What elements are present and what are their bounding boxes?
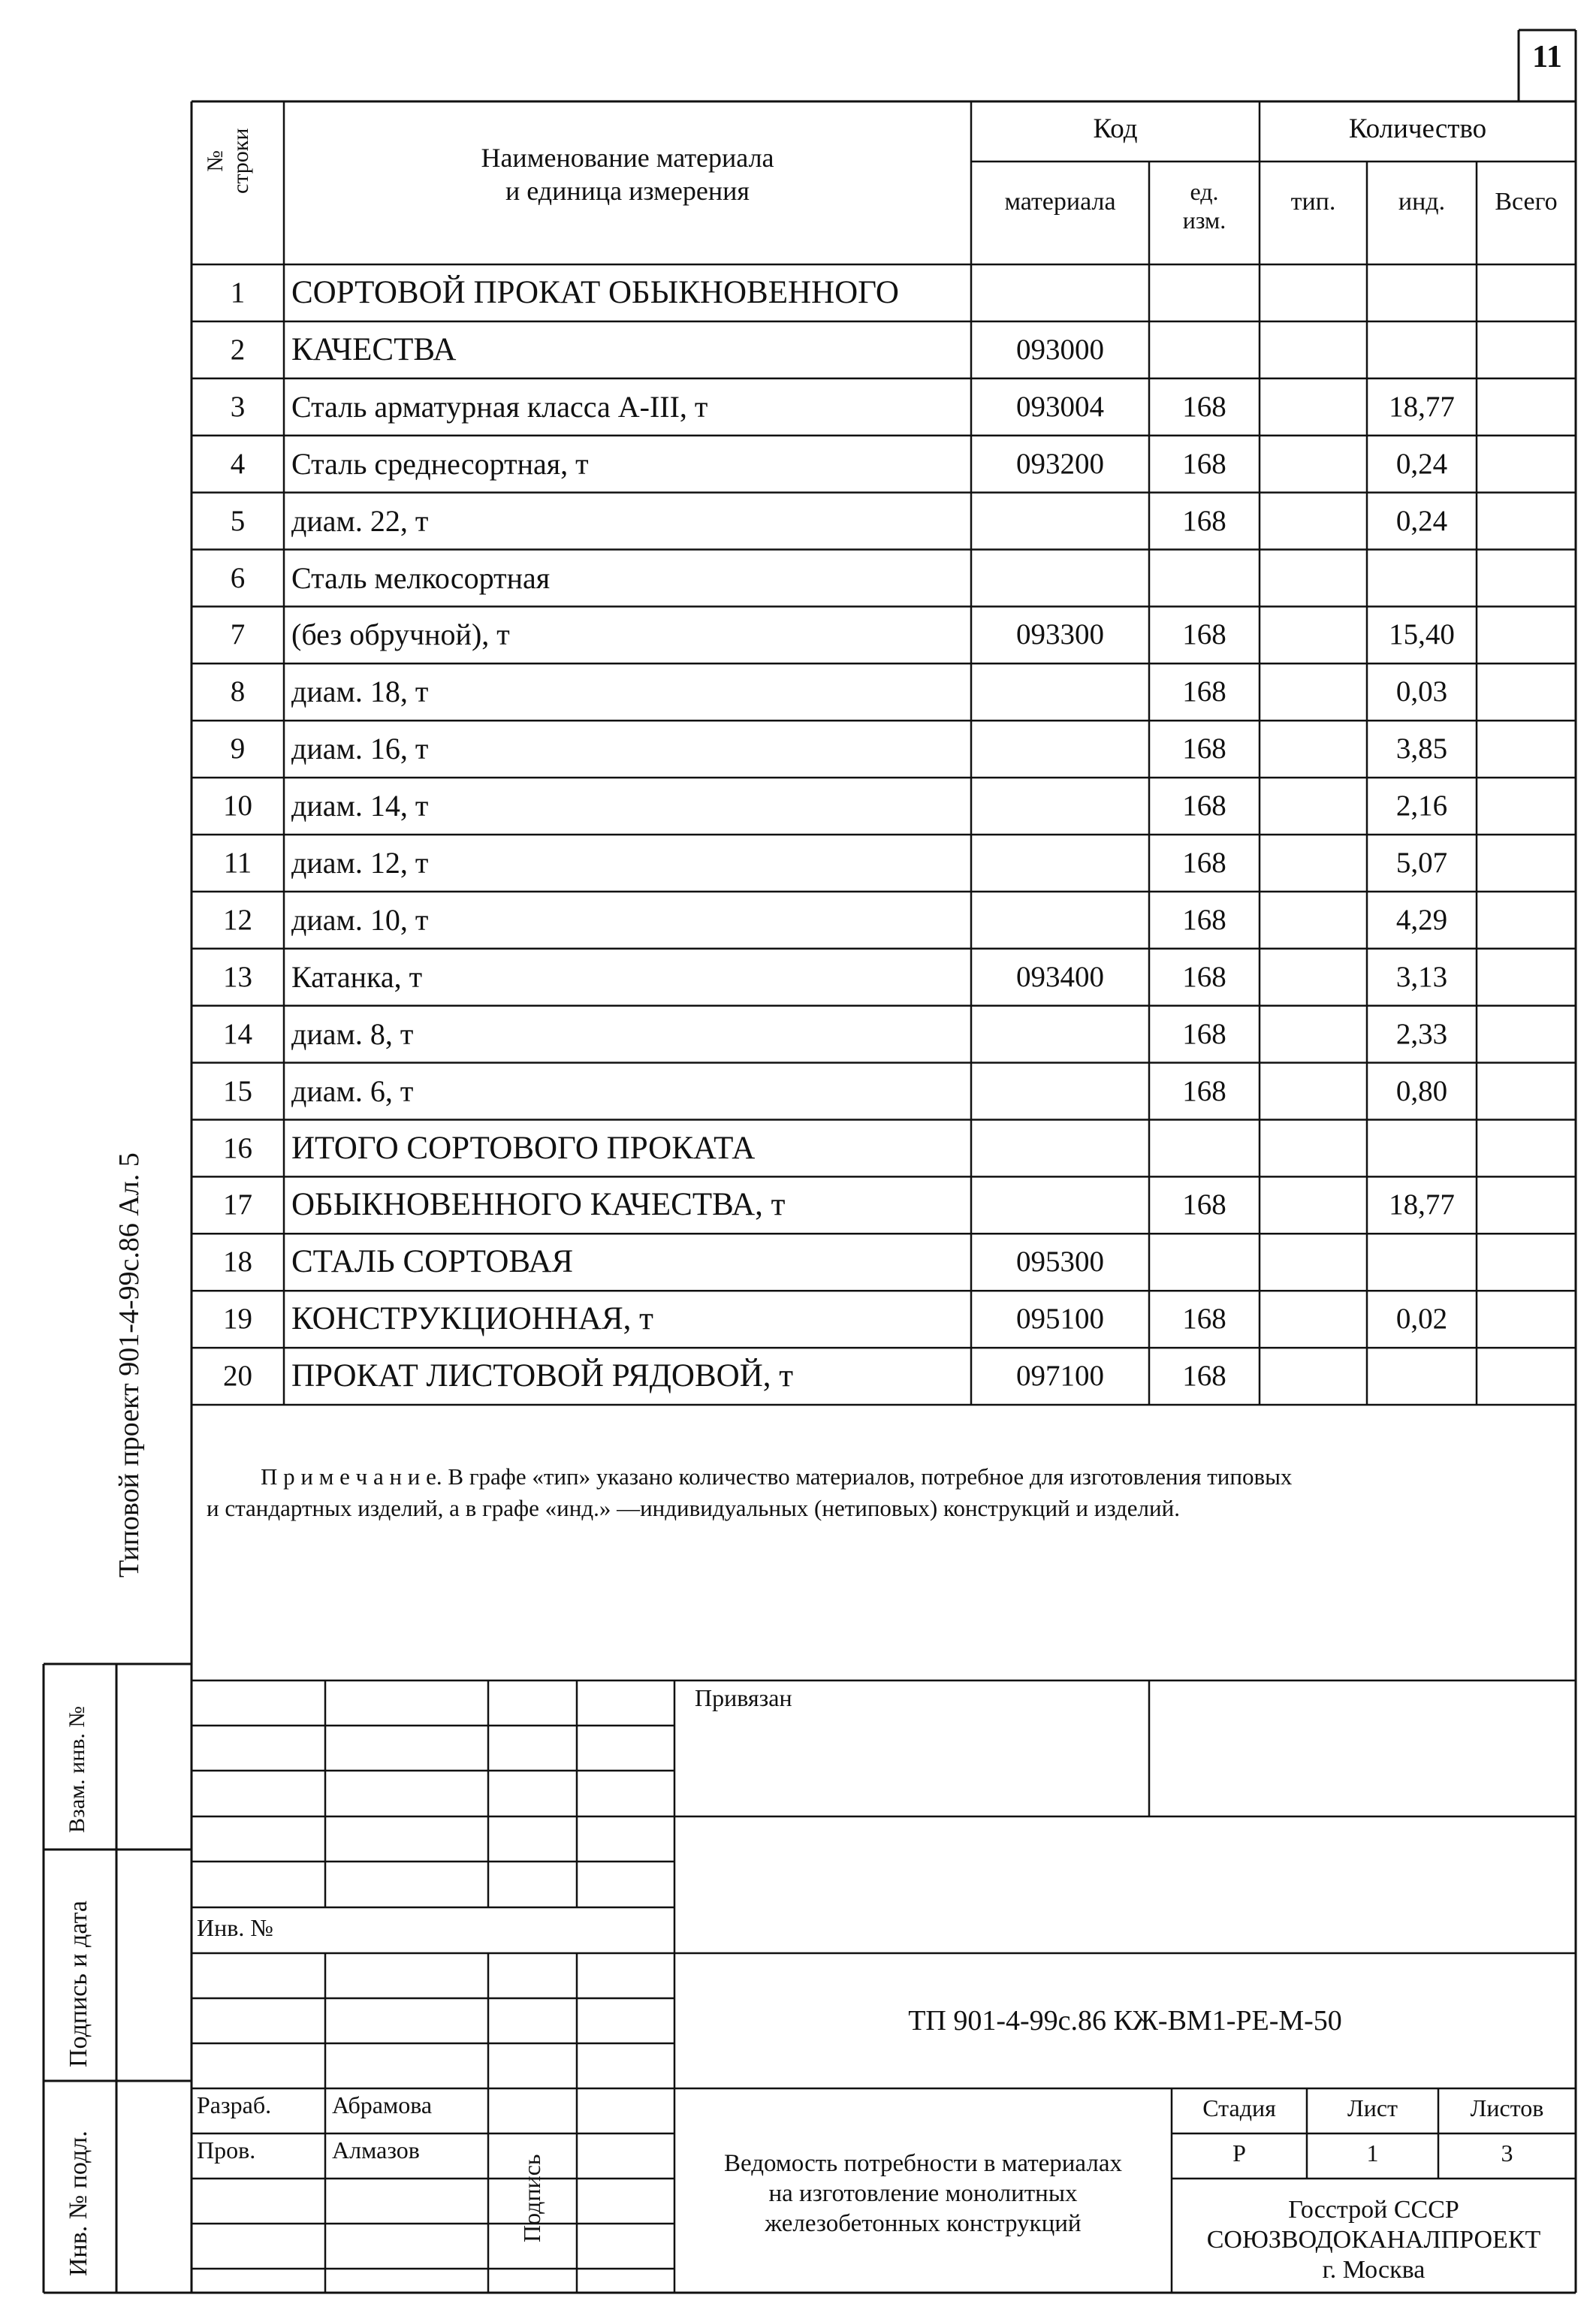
row-number: 19 bbox=[223, 1303, 252, 1336]
material-name: Сталь мелкосортная bbox=[291, 560, 551, 595]
material-code: 097100 bbox=[1016, 1360, 1104, 1393]
note-line1: В графе «тип» указано количество материалов, потребное для изготовления типовых bbox=[442, 1463, 1293, 1490]
inv-podl-label: Инв. № подл. bbox=[65, 2130, 92, 2276]
qty-ind: 18,77 bbox=[1389, 1188, 1455, 1221]
material-name: КОНСТРУКЦИОННАЯ, т bbox=[291, 1301, 653, 1337]
material-code: 093200 bbox=[1016, 447, 1104, 480]
material-name: диам. 14, т bbox=[291, 789, 429, 823]
organization: Госстрой СССР СОЮЗВОДОКАНАЛПРОЕКТ г. Москва bbox=[1206, 2196, 1541, 2284]
side-project-label: Типовой проект 901-4-99с.86 Ал. 5 bbox=[113, 1152, 145, 1578]
material-name: СОРТОВОЙ ПРОКАТ ОБЫКНОВЕННОГО bbox=[291, 275, 899, 310]
row-number: 8 bbox=[230, 675, 246, 708]
row-number: 1 bbox=[230, 276, 246, 309]
row-number: 6 bbox=[230, 561, 246, 594]
material-code: 093300 bbox=[1016, 618, 1104, 651]
header-qty-typ: тип. bbox=[1290, 188, 1336, 216]
material-name: Катанка, т bbox=[291, 959, 423, 994]
inv-no-label: Инв. № bbox=[197, 1914, 273, 1941]
material-code: 095100 bbox=[1016, 1303, 1104, 1336]
unit-code: 168 bbox=[1182, 790, 1226, 823]
table-row bbox=[0, 606, 1596, 663]
qty-ind: 2,16 bbox=[1395, 790, 1448, 823]
qty-ind: 3,85 bbox=[1395, 732, 1448, 765]
razrab-name: Абрамова bbox=[332, 2091, 433, 2118]
material-name: ПРОКАТ ЛИСТОВОЙ РЯДОВОЙ, т bbox=[291, 1358, 794, 1394]
unit-code: 168 bbox=[1182, 1017, 1226, 1050]
qty-ind: 15,40 bbox=[1389, 618, 1455, 651]
material-name: СТАЛЬ СОРТОВАЯ bbox=[291, 1244, 574, 1280]
table-row bbox=[0, 379, 1596, 436]
row-number: 7 bbox=[230, 618, 246, 651]
table-row bbox=[0, 835, 1596, 892]
row-number: 10 bbox=[223, 790, 252, 823]
header-code-unit: ед. изм. bbox=[1182, 178, 1226, 234]
table-row bbox=[0, 949, 1596, 1006]
header-qty-total: Всего bbox=[1495, 188, 1558, 216]
unit-code: 168 bbox=[1182, 847, 1226, 879]
row-number: 13 bbox=[223, 960, 252, 993]
stadia-value: Р bbox=[1232, 2139, 1246, 2167]
podpis-data-label: Подпись и дата bbox=[65, 1901, 92, 2067]
row-number: 15 bbox=[223, 1074, 252, 1107]
table-row bbox=[0, 892, 1596, 949]
unit-code: 168 bbox=[1182, 1074, 1226, 1107]
table-row bbox=[0, 436, 1596, 493]
row-number: 4 bbox=[230, 447, 246, 480]
row-number: 3 bbox=[230, 390, 246, 423]
qty-ind: 4,29 bbox=[1395, 903, 1448, 936]
material-name: Сталь среднесортная, т bbox=[291, 446, 589, 481]
table-row bbox=[0, 322, 1596, 379]
material-name: диам. 18, т bbox=[291, 675, 429, 709]
qty-ind: 5,07 bbox=[1395, 847, 1448, 879]
row-number: 20 bbox=[223, 1360, 252, 1393]
row-number: 17 bbox=[223, 1188, 252, 1221]
material-name: КАЧЕСТВА bbox=[291, 331, 457, 367]
material-name: Сталь арматурная класса А-III, т bbox=[291, 389, 708, 424]
table-row bbox=[0, 1176, 1596, 1234]
unit-code: 168 bbox=[1182, 732, 1226, 765]
document-title: Ведомость потребности в материалах на изготовление монолитных железобетонных конструкций bbox=[724, 2150, 1122, 2237]
header-qty-ind: инд. bbox=[1398, 188, 1446, 216]
unit-code: 168 bbox=[1182, 960, 1226, 993]
page-number: 11 bbox=[1532, 40, 1562, 74]
table-row bbox=[0, 1234, 1596, 1291]
privyazan-label: Привязан bbox=[695, 1684, 792, 1711]
table-row bbox=[0, 264, 1596, 322]
row-number: 14 bbox=[223, 1017, 252, 1050]
row-number: 11 bbox=[223, 847, 252, 879]
listov-label: Листов bbox=[1470, 2094, 1544, 2121]
row-number: 12 bbox=[223, 903, 252, 936]
material-name: диам. 22, т bbox=[291, 503, 429, 538]
material-code: 093400 bbox=[1016, 960, 1104, 993]
row-number: 2 bbox=[230, 333, 246, 366]
table-row bbox=[0, 493, 1596, 550]
row-number: 5 bbox=[230, 504, 246, 537]
material-name: диам. 6, т bbox=[291, 1073, 414, 1108]
table-row bbox=[0, 720, 1596, 778]
material-name: диам. 10, т bbox=[291, 902, 429, 937]
podpis-label: Подпись bbox=[518, 2154, 545, 2242]
header-material-name: Наименование материала и единица измерения bbox=[481, 143, 774, 206]
listov-value: 3 bbox=[1501, 2139, 1513, 2167]
stadia-label: Стадия bbox=[1202, 2094, 1276, 2121]
prov-name: Алмазов bbox=[332, 2136, 420, 2164]
qty-ind: 0,24 bbox=[1395, 504, 1448, 537]
material-name: ОБЫКНОВЕННОГО КАЧЕСТВА, т bbox=[291, 1187, 786, 1223]
qty-ind: 0,80 bbox=[1395, 1074, 1448, 1107]
material-name: диам. 16, т bbox=[291, 732, 429, 766]
unit-code: 168 bbox=[1182, 675, 1226, 708]
unit-code: 168 bbox=[1182, 504, 1226, 537]
unit-code: 168 bbox=[1182, 618, 1226, 651]
razrab-label: Разраб. bbox=[197, 2091, 272, 2118]
qty-ind: 0,02 bbox=[1395, 1303, 1448, 1336]
table-row bbox=[0, 1291, 1596, 1348]
header-quantity-group: Количество bbox=[1348, 113, 1487, 144]
qty-ind: 2,33 bbox=[1395, 1017, 1448, 1050]
unit-code: 168 bbox=[1182, 903, 1226, 936]
header-row-number: № строки bbox=[203, 128, 253, 194]
table-row bbox=[0, 550, 1596, 607]
table-row bbox=[0, 1063, 1596, 1120]
vzam-inv-label: Взам. инв. № bbox=[65, 1705, 89, 1833]
table-row bbox=[0, 1348, 1596, 1405]
unit-code: 168 bbox=[1182, 1360, 1226, 1393]
header-code-group: Код bbox=[1093, 113, 1138, 144]
unit-code: 168 bbox=[1182, 447, 1226, 480]
row-number: 16 bbox=[223, 1131, 252, 1164]
note bbox=[207, 1461, 1566, 1524]
qty-ind: 3,13 bbox=[1395, 960, 1448, 993]
note-lead: П р и м е ч а н и е. bbox=[261, 1463, 442, 1490]
unit-code: 168 bbox=[1182, 1303, 1226, 1336]
material-code: 093000 bbox=[1016, 333, 1104, 366]
row-number: 9 bbox=[230, 732, 246, 765]
header-code-material: материала bbox=[1004, 188, 1116, 216]
table-row bbox=[0, 1120, 1596, 1177]
material-name: диам. 8, т bbox=[291, 1016, 414, 1051]
list-label: Лист bbox=[1347, 2094, 1398, 2121]
table-row bbox=[0, 778, 1596, 835]
qty-ind: 18,77 bbox=[1389, 390, 1455, 423]
document-code: ТП 901-4-99с.86 КЖ-ВМ1-РЕ-М-50 bbox=[908, 2005, 1342, 2037]
material-code: 093004 bbox=[1016, 390, 1104, 423]
note-line2: и стандартных изделий, а в графе «инд.» —индивидуальных (нетиповых) конструкций и изделий. bbox=[207, 1495, 1180, 1521]
qty-ind: 0,03 bbox=[1395, 675, 1448, 708]
unit-code: 168 bbox=[1182, 390, 1226, 423]
material-name: ИТОГО СОРТОВОГО ПРОКАТА bbox=[291, 1130, 756, 1166]
row-number: 18 bbox=[223, 1246, 252, 1279]
material-code: 095300 bbox=[1016, 1246, 1104, 1279]
prov-label: Пров. bbox=[197, 2136, 256, 2164]
qty-ind: 0,24 bbox=[1395, 447, 1448, 480]
table-row bbox=[0, 1006, 1596, 1063]
table-row bbox=[0, 663, 1596, 720]
unit-code: 168 bbox=[1182, 1188, 1226, 1221]
list-value: 1 bbox=[1366, 2139, 1379, 2167]
material-name: диам. 12, т bbox=[291, 846, 429, 880]
material-name: (без обручной), т bbox=[291, 618, 510, 652]
